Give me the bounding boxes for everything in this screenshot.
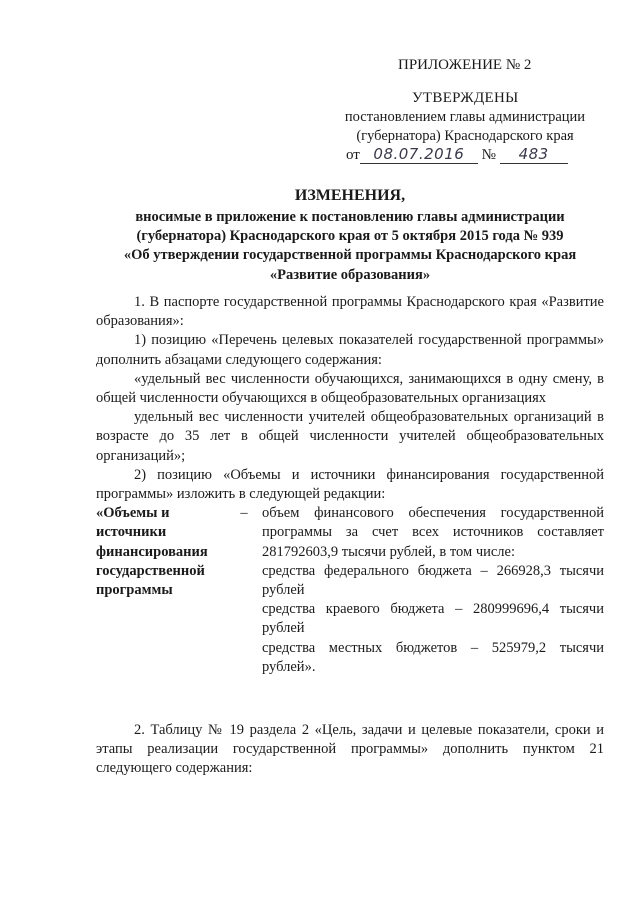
financing-item: средства федерального бюджета – 266928,3 тысячи рублей <box>262 562 604 599</box>
title-line: «Развитие образования» <box>269 266 431 283</box>
title-subtitle <box>96 208 604 285</box>
title-line: вносимые в приложение к постановлению главы администрации <box>135 209 565 225</box>
document-title <box>96 187 604 285</box>
date-prefix: от <box>346 147 360 163</box>
paragraph: 2. Таблицу № 19 раздела 2 «Цель, задачи и целевые показатели, сроки и этапы реализации государственной программы» дополнить пунктом 21 следующего содержания: <box>96 722 604 777</box>
financing-item: средства краевого бюджета – 280999696,4 тысячи рублей <box>262 601 604 637</box>
financing-block <box>96 504 604 677</box>
financing-item: объем финансового обеспечения государственной программы за счет всех источников составляет 281792603,9 тысячи рублей, в том числе: <box>262 505 604 560</box>
document-body <box>96 293 604 779</box>
financing-label-line: государственной <box>96 562 205 579</box>
number-prefix: № <box>481 147 496 163</box>
paragraph: 1. В паспорте государственной программы Краснодарского края «Развитие образования»: <box>96 294 604 330</box>
financing-label-line: «Объемы и <box>96 505 170 522</box>
paragraph: удельный вес численности учителей общеобразовательных организаций в возрасте до 35 лет в общей численности учителей общеобразовательных организаций»; <box>96 409 604 464</box>
financing-item: средства местных бюджетов – 525979,2 тысячи рублей». <box>262 639 604 675</box>
financing-label-line: финансирования <box>96 543 208 560</box>
paragraph: 2) позицию «Объемы и источники финансирования государственной программы» изложить в следующей редакции: <box>96 466 604 503</box>
resolution-line: (губернатора) Краснодарского края <box>356 128 574 144</box>
financing-label-line: источники <box>96 524 167 541</box>
financing-text <box>262 504 604 677</box>
approved-label: УТВЕРЖДЕНЫ <box>412 90 519 106</box>
date-number-line <box>346 145 568 164</box>
resolution-text <box>330 108 600 146</box>
paragraph: 1) позицию «Перечень целевых показателей государственной программы» дополнить абзацами следующего содержания: <box>96 332 604 368</box>
handwritten-date: 08.07.2016 <box>360 145 478 164</box>
appendix-label: ПРИЛОЖЕНИЕ № 2 <box>398 57 532 73</box>
financing-dash: – <box>240 505 248 522</box>
resolution-line: постановлением главы администрации <box>344 109 586 125</box>
financing-label <box>96 504 226 677</box>
title-heading: ИЗМЕНЕНИЯ, <box>294 187 406 204</box>
title-line: (губернатора) Краснодарского края от 5 октября 2015 года № 939 <box>136 228 564 245</box>
handwritten-number: 483 <box>500 145 568 164</box>
financing-label-line: программы <box>96 582 173 599</box>
paragraph: «удельный вес численности обучающихся, занимающихся в одну смену, в общей численности обучающихся в общеобразовательных организациях <box>96 370 604 407</box>
title-line: «Об утверждении государственной программы Краснодарского края <box>123 247 577 264</box>
